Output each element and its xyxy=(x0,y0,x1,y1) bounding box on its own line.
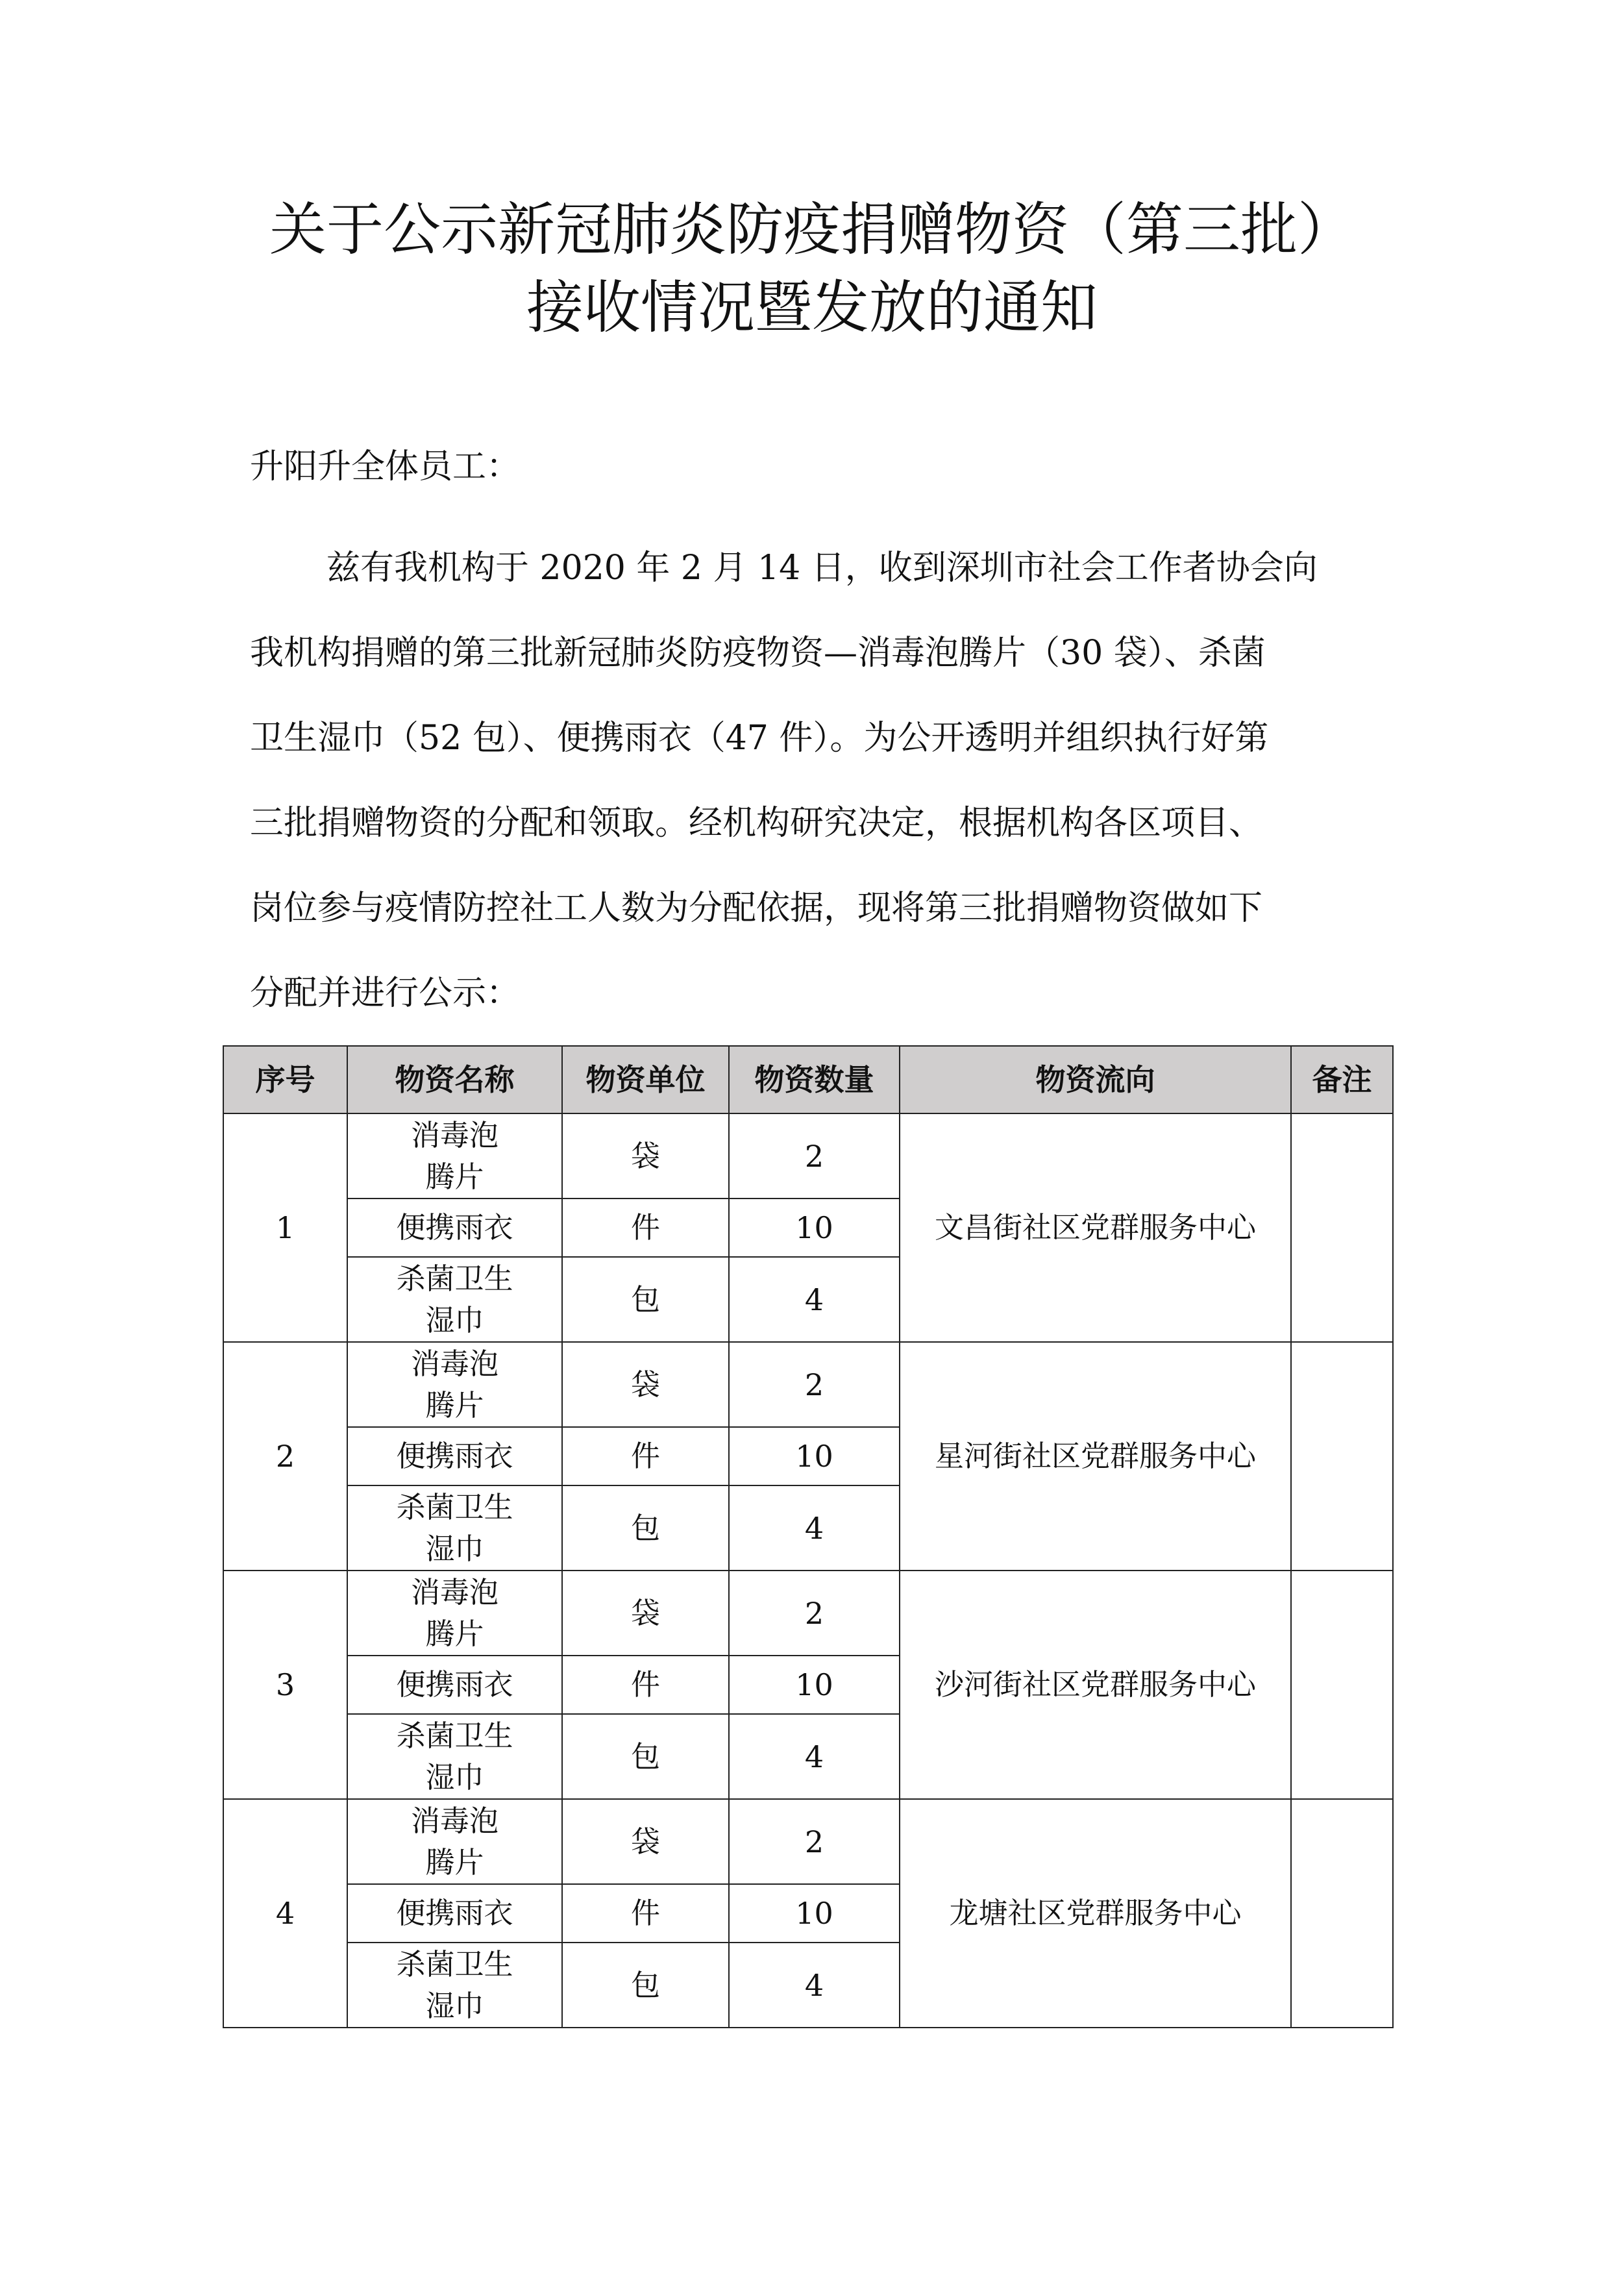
item-name: 消毒泡 xyxy=(410,1803,498,1838)
item-unit: 袋 xyxy=(562,1799,729,1884)
item-quantity: 4 xyxy=(729,1943,900,2028)
note xyxy=(1291,1113,1393,1342)
item-name-continued: 湿巾 xyxy=(425,1302,484,1337)
item-name: 便携雨衣 xyxy=(396,1667,513,1702)
item-name-cell xyxy=(347,1427,562,1485)
notice-paragraph xyxy=(250,526,1376,1036)
item-unit: 件 xyxy=(562,1427,729,1485)
paragraph-line: 分配并进行公示： xyxy=(250,974,521,1013)
item-name: 杀菌卫生 xyxy=(396,1946,513,1981)
item-name-cell xyxy=(347,1257,562,1342)
item-unit: 包 xyxy=(562,1943,729,2028)
item-quantity: 2 xyxy=(729,1799,900,1884)
item-unit: 件 xyxy=(562,1884,729,1943)
item-quantity: 10 xyxy=(729,1199,900,1257)
item-quantity: 4 xyxy=(729,1257,900,1342)
item-name-cell xyxy=(347,1714,562,1799)
item-unit: 袋 xyxy=(562,1342,729,1427)
table-body xyxy=(223,1113,1393,2028)
item-unit: 包 xyxy=(562,1485,729,1571)
item-quantity: 2 xyxy=(729,1342,900,1427)
item-unit: 包 xyxy=(562,1257,729,1342)
item-name-cell xyxy=(347,1884,562,1943)
row-index: 4 xyxy=(223,1799,347,2028)
note xyxy=(1291,1799,1393,2028)
item-unit: 袋 xyxy=(562,1571,729,1656)
item-name: 消毒泡 xyxy=(410,1117,498,1152)
item-quantity: 2 xyxy=(729,1113,900,1199)
item-quantity: 4 xyxy=(729,1714,900,1799)
destination: 星河街社区党群服务中心 xyxy=(900,1342,1291,1571)
item-unit: 袋 xyxy=(562,1113,729,1199)
paragraph-line: 卫生湿巾（52 包）、便携雨衣（47 件）。为公开透明并组织执行好第 xyxy=(250,719,1269,758)
item-name-cell xyxy=(347,1485,562,1571)
item-name-continued: 湿巾 xyxy=(425,1759,484,1795)
item-name-cell xyxy=(347,1943,562,2028)
item-name-cell xyxy=(347,1113,562,1199)
paragraph-line: 岗位参与疫情防控社工人数为分配依据，现将第三批捐赠物资做如下 xyxy=(250,889,1263,928)
item-name-cell xyxy=(347,1342,562,1427)
item-quantity: 10 xyxy=(729,1884,900,1943)
item-name: 杀菌卫生 xyxy=(396,1261,513,1296)
item-unit: 件 xyxy=(562,1656,729,1714)
paragraph-line: 三批捐赠物资的分配和领取。经机构研究决定，根据机构各区项目、 xyxy=(250,804,1263,843)
paragraph-line: 我机构捐赠的第三批新冠肺炎防疫物资—消毒泡腾片（30 袋）、杀菌 xyxy=(250,634,1266,673)
table-row xyxy=(223,1113,1393,1199)
paragraph-line: 兹有我机构于 2020 年 2 月 14 日，收到深圳市社会工作者协会向 xyxy=(326,549,1318,588)
item-name: 消毒泡 xyxy=(410,1574,498,1609)
row-index: 1 xyxy=(223,1113,347,1342)
item-name: 消毒泡 xyxy=(410,1346,498,1381)
document-title-line-2: 接收情况暨发放的通知 xyxy=(526,274,1098,341)
note xyxy=(1291,1571,1393,1799)
item-name: 便携雨衣 xyxy=(396,1439,513,1473)
header-destination: 物资流向 xyxy=(900,1046,1291,1113)
item-name-continued: 腾片 xyxy=(425,1616,484,1651)
item-name-cell xyxy=(347,1656,562,1714)
table-header xyxy=(223,1046,1393,1113)
destination: 沙河街社区党群服务中心 xyxy=(900,1571,1291,1799)
allocation-table xyxy=(223,1045,1394,2028)
item-name-continued: 腾片 xyxy=(425,1844,484,1880)
header-index: 序号 xyxy=(223,1046,347,1113)
item-quantity: 2 xyxy=(729,1571,900,1656)
table-header-row xyxy=(223,1046,1393,1113)
header-note: 备注 xyxy=(1291,1046,1393,1113)
item-name-continued: 湿巾 xyxy=(425,1531,484,1566)
salutation: 升阳升全体员工： xyxy=(250,447,521,486)
item-unit: 件 xyxy=(562,1199,729,1257)
item-name-cell xyxy=(347,1799,562,1884)
table-row xyxy=(223,1799,1393,1884)
item-name-cell xyxy=(347,1571,562,1656)
item-name-continued: 腾片 xyxy=(425,1387,484,1422)
item-name-cell xyxy=(347,1199,562,1257)
table-row xyxy=(223,1571,1393,1656)
destination: 龙塘社区党群服务中心 xyxy=(900,1799,1291,2028)
item-name: 杀菌卫生 xyxy=(396,1489,513,1524)
item-quantity: 10 xyxy=(729,1427,900,1485)
note xyxy=(1291,1342,1393,1571)
table-row xyxy=(223,1342,1393,1427)
item-name-continued: 湿巾 xyxy=(425,1988,484,2023)
row-index: 2 xyxy=(223,1342,347,1571)
item-unit: 包 xyxy=(562,1714,729,1799)
item-name: 杀菌卫生 xyxy=(396,1718,513,1753)
item-quantity: 4 xyxy=(729,1485,900,1571)
item-quantity: 10 xyxy=(729,1656,900,1714)
header-quantity: 物资数量 xyxy=(729,1046,900,1113)
header-unit: 物资单位 xyxy=(562,1046,729,1113)
item-name: 便携雨衣 xyxy=(396,1210,513,1245)
document-title-line-1: 关于公示新冠肺炎防疫捐赠物资（第三批） xyxy=(269,196,1355,263)
item-name: 便携雨衣 xyxy=(396,1896,513,1930)
destination: 文昌街社区党群服务中心 xyxy=(900,1113,1291,1342)
header-item-name: 物资名称 xyxy=(347,1046,562,1113)
row-index: 3 xyxy=(223,1571,347,1799)
item-name-continued: 腾片 xyxy=(425,1159,484,1194)
